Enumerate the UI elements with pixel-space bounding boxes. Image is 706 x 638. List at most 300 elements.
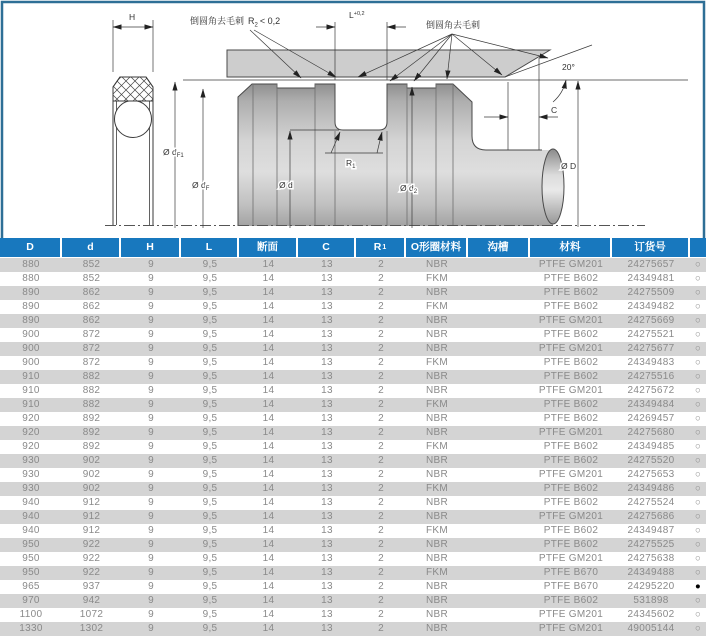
table-cell: PTFE GM201 xyxy=(538,343,604,354)
table-cell: 9 xyxy=(148,623,154,634)
table-cell: FKM xyxy=(425,357,448,368)
angle-label: 20° xyxy=(562,62,575,72)
table-cell: PTFE GM201 xyxy=(538,427,604,438)
table-cell: 13 xyxy=(321,595,333,606)
table-cell xyxy=(468,608,530,622)
table-cell: 9,5 xyxy=(202,301,218,312)
table-cell: PTFE B602 xyxy=(543,301,599,312)
availability-mark: ○ xyxy=(694,273,702,285)
table-cell xyxy=(468,552,530,566)
availability-mark: ○ xyxy=(694,483,702,495)
table-cell: 9 xyxy=(148,315,154,326)
table-row xyxy=(0,510,706,524)
table-cell: PTFE B602 xyxy=(543,441,599,452)
table-cell: 912 xyxy=(82,525,101,536)
table-cell: 2 xyxy=(378,301,384,312)
table-cell: 13 xyxy=(321,567,333,578)
table-cell: 2 xyxy=(378,357,384,368)
table-cell: 930 xyxy=(22,469,40,480)
table-cell: PTFE B602 xyxy=(543,413,599,424)
dim-R1-label: $R_1$ xyxy=(346,158,356,170)
table-cell: 14 xyxy=(262,413,275,424)
seal-groove-diagram xyxy=(0,0,706,238)
table-row xyxy=(0,314,706,328)
dim-d2-label: Ø $d_2$ xyxy=(400,183,418,195)
table-cell: PTFE GM201 xyxy=(538,259,604,270)
table-cell: 14 xyxy=(262,385,275,396)
table-row xyxy=(0,412,706,426)
table-cell: 14 xyxy=(262,595,275,606)
table-cell: 892 xyxy=(82,413,101,424)
table-row xyxy=(0,538,706,552)
table-cell: 13 xyxy=(321,301,333,312)
table-cell: 1302 xyxy=(79,623,104,634)
table-cell: 14 xyxy=(262,315,275,326)
table-cell: 930 xyxy=(22,455,40,466)
table-cell: PTFE GM201 xyxy=(538,469,604,480)
table-cell: NBR xyxy=(425,455,448,466)
table-cell: PTFE B602 xyxy=(543,483,599,494)
table-cell: PTFE B602 xyxy=(543,595,599,606)
table-cell: 9,5 xyxy=(202,581,218,592)
table-row xyxy=(0,286,706,300)
table-cell: 9 xyxy=(148,553,154,564)
table-cell: 9 xyxy=(148,497,154,508)
column-header: 断面 xyxy=(239,238,298,257)
table-cell: 9,5 xyxy=(202,287,218,298)
table-cell: 531898 xyxy=(633,595,669,606)
table-cell: 2 xyxy=(378,371,384,382)
dim-H-label: H xyxy=(129,12,136,22)
table-cell xyxy=(468,258,530,272)
table-cell: 890 xyxy=(22,301,40,312)
table-row xyxy=(0,454,706,468)
table-cell: 14 xyxy=(262,357,275,368)
table-cell: 9 xyxy=(148,525,154,536)
table-cell: 9,5 xyxy=(202,441,218,452)
table-cell: 9 xyxy=(148,469,154,480)
table-cell: 9,5 xyxy=(202,273,218,284)
deburr-note-left: 倒圆角去毛刺 $R_2 < 0,2$ xyxy=(190,16,281,29)
table-cell: 9 xyxy=(148,595,154,606)
table-cell xyxy=(468,594,530,608)
table-cell: 965 xyxy=(22,581,40,592)
table-cell: NBR xyxy=(425,623,448,634)
table-cell: 14 xyxy=(262,273,275,284)
table-cell: 2 xyxy=(378,497,384,508)
table-cell: 24349488 xyxy=(627,567,675,578)
table-cell: 2 xyxy=(378,553,384,564)
table-cell: 872 xyxy=(82,343,101,354)
table-cell: 890 xyxy=(22,315,40,326)
table-cell: 13 xyxy=(321,357,333,368)
table-cell: 13 xyxy=(321,315,333,326)
table-cell xyxy=(468,384,530,398)
availability-mark: ○ xyxy=(694,301,702,313)
table-cell: 950 xyxy=(22,539,40,550)
table-cell: 14 xyxy=(262,525,275,536)
table-cell: 9,5 xyxy=(202,259,218,270)
table-cell: 13 xyxy=(321,497,333,508)
availability-mark: ○ xyxy=(694,497,702,509)
table-cell: NBR xyxy=(425,497,448,508)
dimension-table xyxy=(0,238,706,636)
table-cell: 2 xyxy=(378,273,384,284)
table-cell: 2 xyxy=(378,315,384,326)
availability-mark: ○ xyxy=(694,329,702,341)
table-cell: 24275653 xyxy=(627,469,675,480)
table-cell xyxy=(468,580,530,594)
table-cell: 24345602 xyxy=(627,609,675,620)
table-cell: 24349487 xyxy=(627,525,675,536)
table-row xyxy=(0,300,706,314)
table-cell: 24275638 xyxy=(627,553,675,564)
technical-drawing xyxy=(0,0,706,238)
table-cell: 852 xyxy=(82,259,101,270)
table-cell: 940 xyxy=(22,525,40,536)
table-cell xyxy=(468,370,530,384)
table-cell: PTFE B602 xyxy=(543,329,599,340)
table-cell xyxy=(468,510,530,524)
table-cell: 13 xyxy=(321,441,333,452)
table-cell: 9 xyxy=(148,609,154,620)
table-cell: 9,5 xyxy=(202,455,218,466)
table-cell: 922 xyxy=(82,567,101,578)
table-cell: 24349482 xyxy=(627,301,675,312)
table-cell: 9,5 xyxy=(202,525,218,536)
table-row xyxy=(0,328,706,342)
table-cell: 920 xyxy=(22,427,40,438)
column-header: R 1 xyxy=(356,238,406,257)
column-header: D xyxy=(0,238,62,257)
table-cell: 2 xyxy=(378,595,384,606)
table-cell: 900 xyxy=(22,357,40,368)
table-cell: 9,5 xyxy=(202,567,218,578)
table-cell: PTFE GM201 xyxy=(538,609,604,620)
table-row xyxy=(0,496,706,510)
table-cell: 49005144 xyxy=(627,623,675,634)
table-cell: 14 xyxy=(262,497,275,508)
o-ring-section xyxy=(115,101,152,138)
table-cell: 14 xyxy=(262,301,275,312)
table-cell: 937 xyxy=(82,581,101,592)
availability-mark: ○ xyxy=(694,399,702,411)
table-cell xyxy=(468,454,530,468)
table-cell: 13 xyxy=(321,413,333,424)
table-cell: 13 xyxy=(321,399,333,410)
table-cell: NBR xyxy=(425,329,448,340)
availability-mark: ○ xyxy=(694,315,702,327)
availability-mark: ○ xyxy=(694,357,702,369)
table-cell: 9 xyxy=(148,287,154,298)
table-cell: 880 xyxy=(22,259,40,270)
table-cell: 2 xyxy=(378,427,384,438)
table-cell xyxy=(468,468,530,482)
availability-mark: ○ xyxy=(694,623,702,635)
table-cell: 2 xyxy=(378,623,384,634)
table-cell: 9 xyxy=(148,329,154,340)
table-cell xyxy=(468,482,530,496)
table-cell: 920 xyxy=(22,413,40,424)
table-cell: 9,5 xyxy=(202,427,218,438)
table-cell: PTFE B602 xyxy=(543,497,599,508)
table-cell xyxy=(468,426,530,440)
table-cell: 2 xyxy=(378,483,384,494)
table-cell: 2 xyxy=(378,385,384,396)
table-cell: 900 xyxy=(22,343,40,354)
table-cell: 14 xyxy=(262,259,275,270)
availability-mark: ○ xyxy=(694,427,702,439)
table-cell xyxy=(468,412,530,426)
table-cell: 892 xyxy=(82,427,101,438)
table-cell: 9 xyxy=(148,413,154,424)
table-cell xyxy=(468,342,530,356)
table-cell: 950 xyxy=(22,567,40,578)
table-cell: NBR xyxy=(425,511,448,522)
table-cell: 14 xyxy=(262,427,275,438)
table-cell: 910 xyxy=(22,371,40,382)
table-cell: PTFE B602 xyxy=(543,525,599,536)
table-cell: 9,5 xyxy=(202,385,218,396)
seal-cross-section xyxy=(113,20,153,226)
table-cell xyxy=(468,622,530,636)
table-cell: 9 xyxy=(148,273,154,284)
table-cell: 13 xyxy=(321,511,333,522)
table-cell: 14 xyxy=(262,511,275,522)
table-cell: PTFE B602 xyxy=(543,455,599,466)
table-cell: 13 xyxy=(321,525,333,536)
table-cell: NBR xyxy=(425,413,448,424)
table-cell: 940 xyxy=(22,511,40,522)
table-cell: 24275672 xyxy=(627,385,675,396)
table-cell: 1330 xyxy=(19,623,43,634)
table-cell xyxy=(468,356,530,370)
piston-body xyxy=(238,84,553,226)
table-cell: PTFE GM201 xyxy=(538,315,604,326)
table-cell: 24349485 xyxy=(627,441,675,452)
table-cell: PTFE GM201 xyxy=(538,553,604,564)
table-cell: 9,5 xyxy=(202,343,218,354)
table-cell: 2 xyxy=(378,469,384,480)
table-cell: 9,5 xyxy=(202,357,218,368)
table-cell: 9 xyxy=(148,455,154,466)
table-cell: FKM xyxy=(425,567,448,578)
table-cell: NBR xyxy=(425,595,448,606)
table-row xyxy=(0,468,706,482)
column-header: 材料 xyxy=(530,238,612,257)
table-row xyxy=(0,342,706,356)
table-cell: 24349486 xyxy=(627,483,675,494)
table-cell: 880 xyxy=(22,273,40,284)
table-cell: NBR xyxy=(425,385,448,396)
table-cell: 2 xyxy=(378,441,384,452)
availability-mark: ○ xyxy=(694,539,702,551)
table-cell: 13 xyxy=(321,343,333,354)
table-row xyxy=(0,384,706,398)
table-cell: 2 xyxy=(378,399,384,410)
table-cell: 9 xyxy=(148,301,154,312)
table-cell: 882 xyxy=(82,399,101,410)
table-cell: 9 xyxy=(148,567,154,578)
table-cell: 24295220 xyxy=(627,581,675,592)
column-header: L xyxy=(181,238,239,257)
table-cell: NBR xyxy=(425,539,448,550)
availability-mark: ○ xyxy=(694,511,702,523)
table-cell: 24269457 xyxy=(627,413,675,424)
table-cell: 13 xyxy=(321,427,333,438)
table-cell: 13 xyxy=(321,581,333,592)
table-cell: NBR xyxy=(425,553,448,564)
table-cell: 9 xyxy=(148,511,154,522)
table-cell: 14 xyxy=(262,581,275,592)
column-header xyxy=(690,238,706,257)
column-header: O形圈材料 xyxy=(406,238,468,257)
table-cell: 942 xyxy=(82,595,101,606)
table-cell: 902 xyxy=(82,455,101,466)
column-header: d xyxy=(62,238,121,257)
table-row xyxy=(0,608,706,622)
table-cell: PTFE B602 xyxy=(543,399,599,410)
table-cell: 882 xyxy=(82,385,101,396)
availability-mark: ○ xyxy=(694,525,702,537)
table-cell: 14 xyxy=(262,469,275,480)
column-header: C xyxy=(298,238,356,257)
table-cell: 13 xyxy=(321,623,333,634)
table-row xyxy=(0,566,706,580)
table-row xyxy=(0,370,706,384)
table-cell xyxy=(468,314,530,328)
table-cell: 2 xyxy=(378,259,384,270)
table-cell: 9,5 xyxy=(202,539,218,550)
table-cell: 13 xyxy=(321,273,333,284)
table-cell: 9 xyxy=(148,427,154,438)
dim-d-label: Ø d xyxy=(279,180,293,190)
availability-mark: ○ xyxy=(694,343,702,355)
dim-C-label: C xyxy=(551,105,558,115)
table-cell: 922 xyxy=(82,553,101,564)
table-cell: 13 xyxy=(321,469,333,480)
table-cell: 14 xyxy=(262,455,275,466)
table-cell: 922 xyxy=(82,539,101,550)
table-cell: 14 xyxy=(262,287,275,298)
table-row xyxy=(0,552,706,566)
table-row xyxy=(0,622,706,636)
availability-mark: ○ xyxy=(694,469,702,481)
table-cell: 24275657 xyxy=(627,259,675,270)
table-cell: 14 xyxy=(262,343,275,354)
table-cell: NBR xyxy=(425,343,448,354)
table-cell: 24349481 xyxy=(627,273,675,284)
availability-mark: ○ xyxy=(694,553,702,565)
table-cell: FKM xyxy=(425,399,448,410)
table-cell: 9,5 xyxy=(202,511,218,522)
table-cell xyxy=(468,496,530,510)
table-cell xyxy=(468,566,530,580)
table-row xyxy=(0,398,706,412)
table-cell: FKM xyxy=(425,483,448,494)
availability-mark: ○ xyxy=(694,595,702,607)
table-cell: FKM xyxy=(425,273,448,284)
table-cell: 24275680 xyxy=(627,427,675,438)
table-cell: 9,5 xyxy=(202,371,218,382)
table-cell: 862 xyxy=(82,315,101,326)
table-cell: 2 xyxy=(378,455,384,466)
table-cell: 24275669 xyxy=(627,315,675,326)
availability-mark: ○ xyxy=(694,259,702,271)
table-cell: 9,5 xyxy=(202,469,218,480)
table-cell: PTFE B670 xyxy=(543,581,599,592)
table-cell: 9 xyxy=(148,259,154,270)
table-cell: 9 xyxy=(148,385,154,396)
table-cell: 24275524 xyxy=(627,497,675,508)
table-cell: 910 xyxy=(22,385,40,396)
table-cell: FKM xyxy=(425,301,448,312)
table-cell xyxy=(468,286,530,300)
table-cell: 24275521 xyxy=(627,329,675,340)
availability-mark: ○ xyxy=(694,413,702,425)
table-cell xyxy=(468,300,530,314)
table-cell: 9 xyxy=(148,539,154,550)
table-cell: 9 xyxy=(148,371,154,382)
table-cell: 24349483 xyxy=(627,357,675,368)
table-cell: 24275509 xyxy=(627,287,675,298)
table-cell: NBR xyxy=(425,609,448,620)
table-cell: 930 xyxy=(22,483,40,494)
availability-mark: ○ xyxy=(694,441,702,453)
table-cell: FKM xyxy=(425,441,448,452)
table-cell: 852 xyxy=(82,273,101,284)
table-cell: 890 xyxy=(22,287,40,298)
table-row xyxy=(0,594,706,608)
column-header: 订货号 xyxy=(612,238,690,257)
table-cell: 14 xyxy=(262,623,275,634)
deburr-note-right: 倒圆角去毛刺 xyxy=(426,20,481,30)
column-header: 沟槽 xyxy=(468,238,530,257)
table-cell: 2 xyxy=(378,329,384,340)
table-cell: NBR xyxy=(425,287,448,298)
table-cell: 14 xyxy=(262,399,275,410)
table-cell: 13 xyxy=(321,259,333,270)
table-cell: 2 xyxy=(378,511,384,522)
table-cell: 9 xyxy=(148,441,154,452)
table-cell: 9,5 xyxy=(202,329,218,340)
table-cell: 872 xyxy=(82,357,101,368)
dim-L-label: $L^{+0,2}$ xyxy=(349,10,365,20)
table-cell: 900 xyxy=(22,329,40,340)
table-cell: 970 xyxy=(22,595,40,606)
table-cell: 1100 xyxy=(19,609,43,620)
table-cell: 24275520 xyxy=(627,455,675,466)
angle-arc xyxy=(553,80,566,102)
table-row xyxy=(0,426,706,440)
table-row xyxy=(0,482,706,496)
availability-mark: ○ xyxy=(694,567,702,579)
table-cell: 912 xyxy=(82,497,101,508)
table-cell: PTFE GM201 xyxy=(538,385,604,396)
table-cell: PTFE B602 xyxy=(543,371,599,382)
table-cell xyxy=(468,524,530,538)
table-cell: 24349484 xyxy=(627,399,675,410)
table-cell: 24275677 xyxy=(627,343,675,354)
table-cell xyxy=(468,538,530,552)
table-row xyxy=(0,272,706,286)
table-row xyxy=(0,440,706,454)
availability-mark: ● xyxy=(694,581,702,593)
table-cell: 882 xyxy=(82,371,101,382)
table-cell: 862 xyxy=(82,301,101,312)
table-cell: 14 xyxy=(262,609,275,620)
table-cell: 13 xyxy=(321,539,333,550)
